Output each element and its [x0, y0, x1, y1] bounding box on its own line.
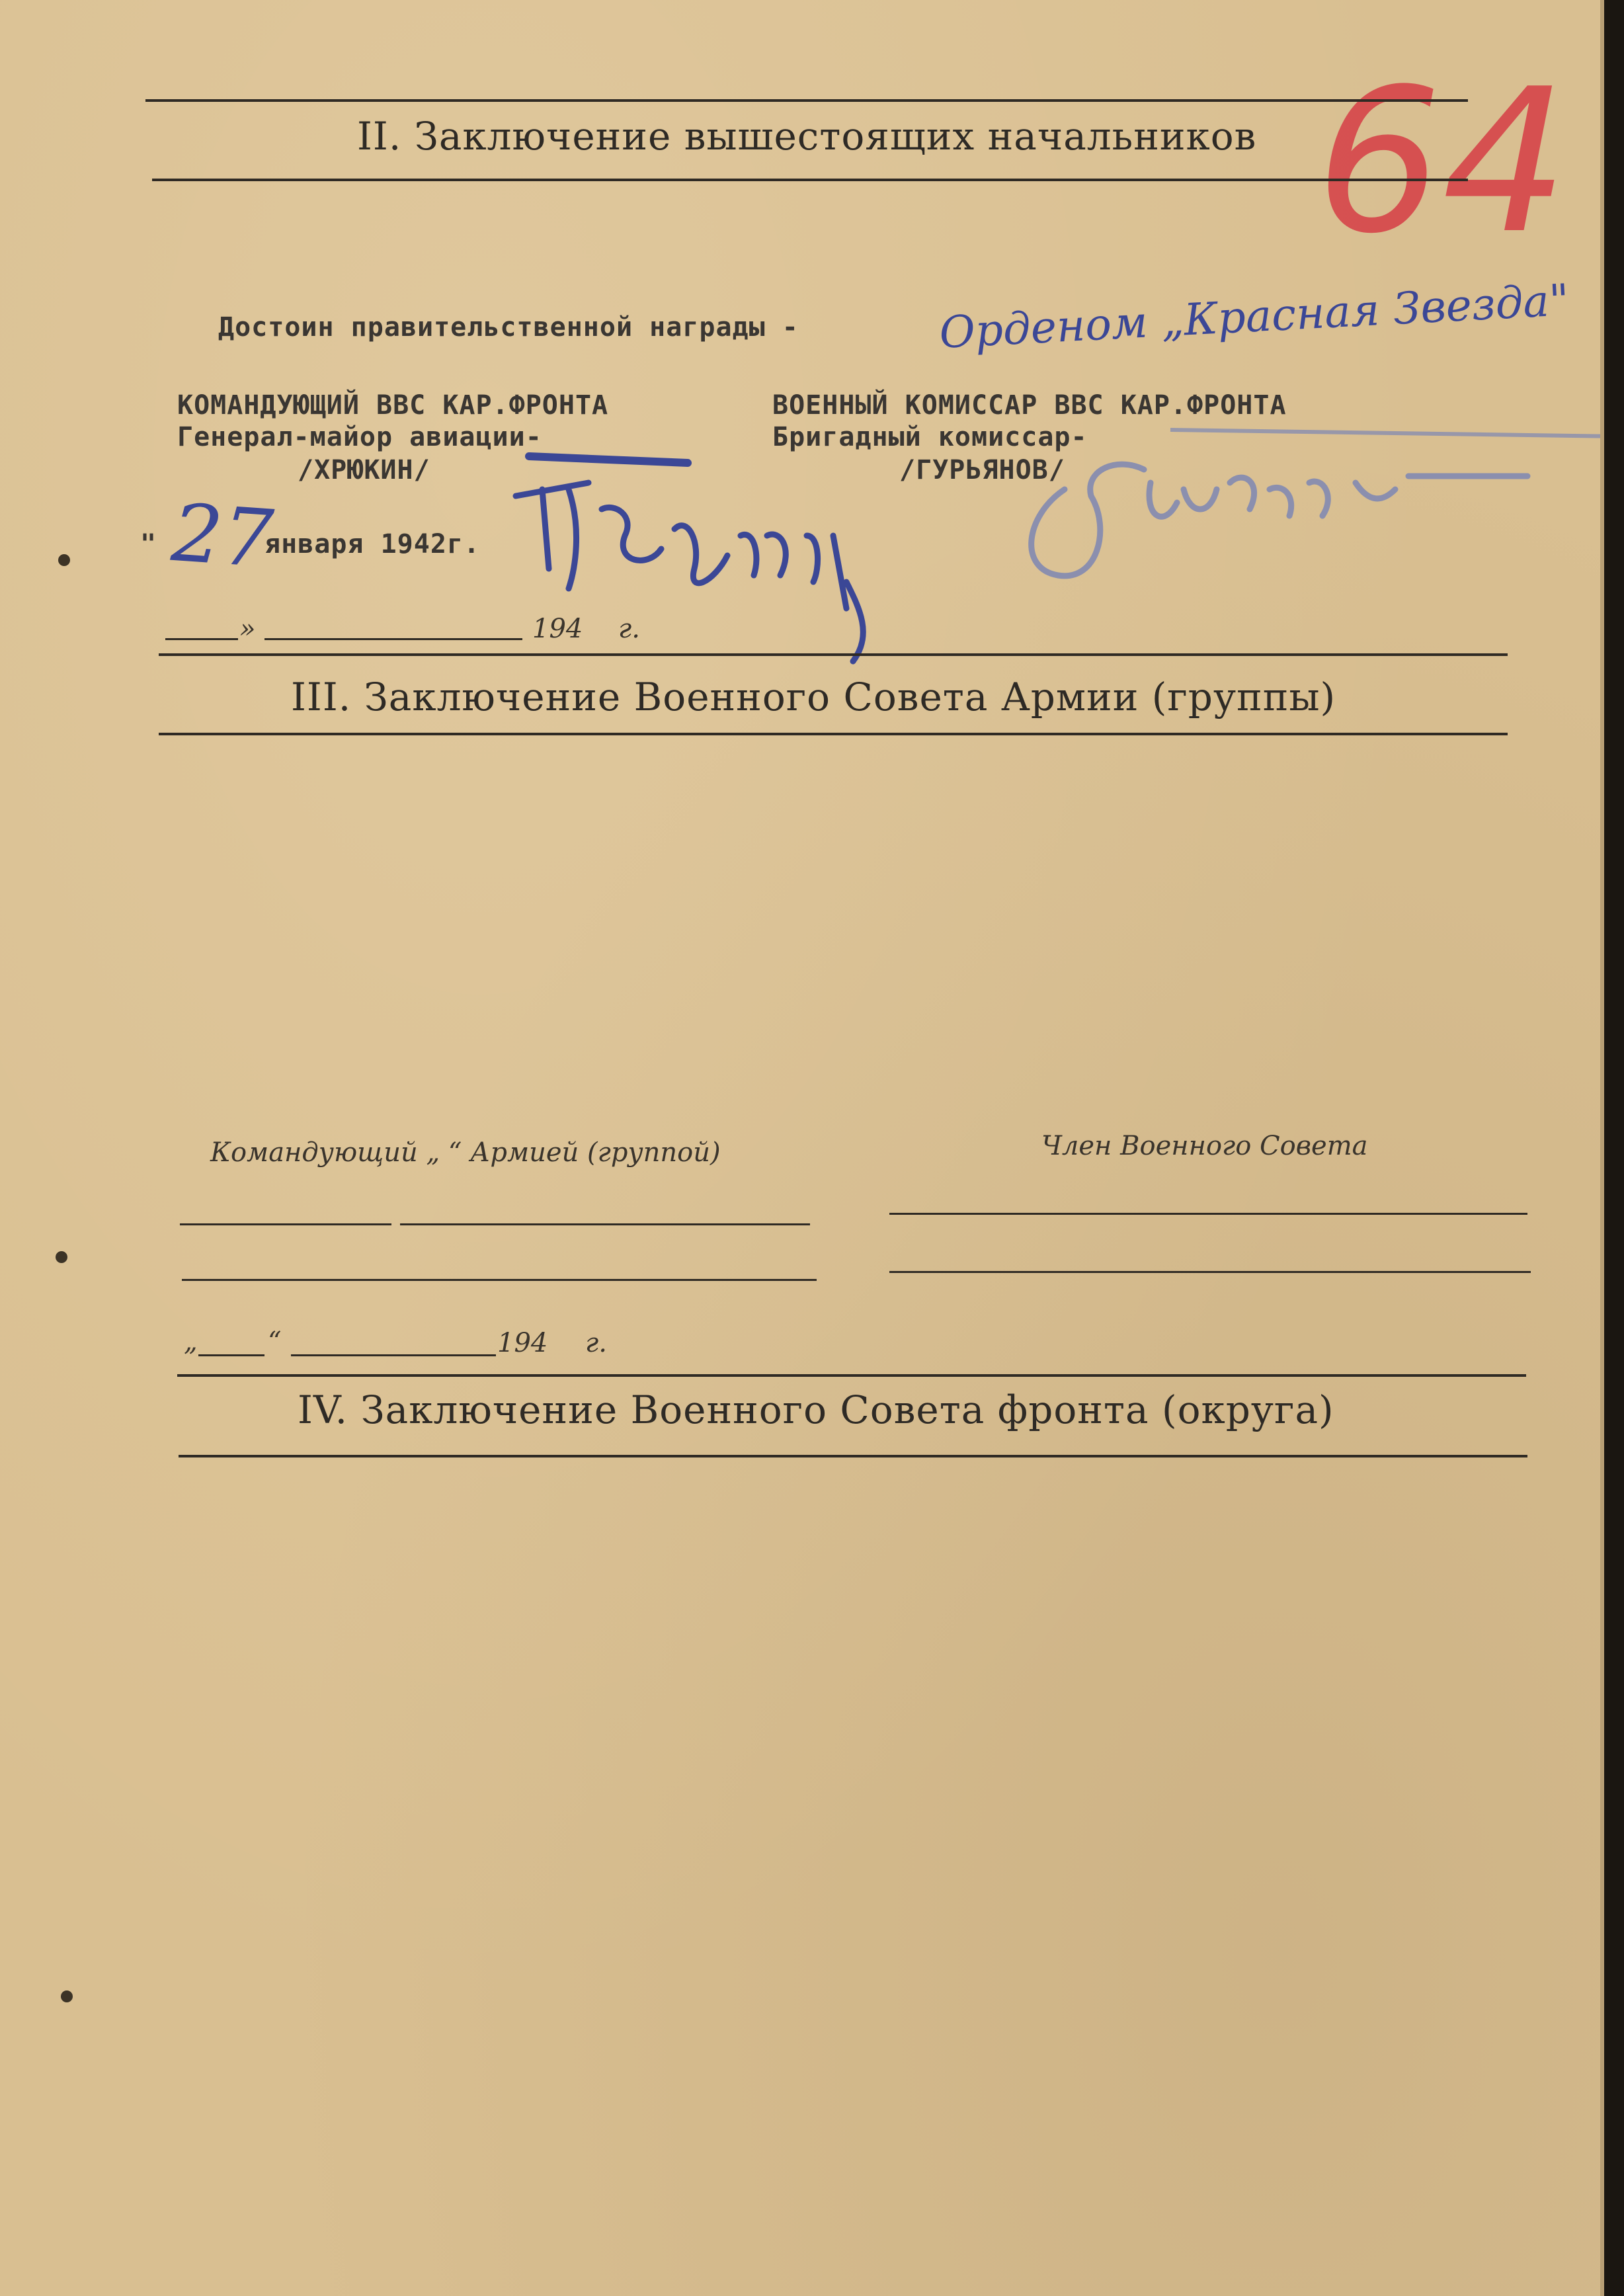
s3-date-open: „ [184, 1327, 198, 1357]
member-line-1 [889, 1213, 1527, 1215]
date-quote: " [140, 529, 157, 559]
section3-bottom-rule [159, 733, 1508, 735]
member-line-2 [889, 1271, 1531, 1273]
section4-top-rule [177, 1374, 1526, 1377]
award-prefix: Достоин правительственной награды - [218, 312, 799, 343]
left-sign-line1: КОМАНДУЮЩИЙ ВВС КАР.ФРОНТА [177, 390, 609, 421]
corner-mark: 64 [1316, 46, 1568, 277]
punch-hole [56, 1251, 67, 1263]
s3-date-close: “ [268, 1327, 282, 1357]
date-blank-line-1 [165, 638, 238, 640]
commander-line-1a [180, 1223, 391, 1225]
right-sign-line2: Бригадный комиссар- [772, 422, 1088, 452]
section4-title: IV. Заключение Военного Совета фронта (округа) [298, 1387, 1334, 1432]
s3-date-year: 194 [497, 1328, 548, 1358]
right-sign-line1: ВОЕННЫЙ КОМИССАР ВВС КАР.ФРОНТА [772, 390, 1287, 421]
s3-date-blank-1 [198, 1354, 264, 1356]
section2-title: II. Заключение вышестоящих начальников [357, 114, 1257, 159]
punch-hole [58, 554, 70, 566]
right-sign-line3: /ГУРЬЯНОВ/ [899, 455, 1065, 485]
commander-line-2 [182, 1279, 817, 1281]
date-blank-line-2 [264, 638, 522, 640]
s3-date-blank-2 [291, 1354, 496, 1356]
section2-bottom-rule [152, 179, 1468, 181]
commander-label: Командующий „ “ Армией (группой) [210, 1137, 721, 1168]
section2-top-rule [145, 99, 1468, 102]
left-sign-line2: Генерал-майор авиации- [177, 422, 542, 452]
date-blank-year: 194 [532, 614, 583, 644]
section3-top-rule [159, 653, 1508, 656]
section3-title: III. Заключение Военного Совета Армии (группы) [291, 675, 1336, 719]
commander-line-1b [400, 1223, 810, 1225]
date-blank-quote: » [239, 614, 256, 644]
date-blank-g: г. [618, 614, 640, 644]
s3-date-g: г. [585, 1328, 607, 1358]
section4-bottom-rule [179, 1455, 1527, 1457]
member-label: Член Военного Совета [1041, 1131, 1368, 1161]
date-day-handwritten: 27 [169, 487, 276, 587]
date-rest: января 1942г. [264, 529, 481, 559]
signature-guryanov [985, 410, 1554, 608]
punch-hole [61, 1990, 73, 2002]
left-sign-line3: /ХРЮКИН/ [298, 455, 430, 485]
award-handwritten: Орденом „Красная Звезда" [938, 274, 1570, 358]
